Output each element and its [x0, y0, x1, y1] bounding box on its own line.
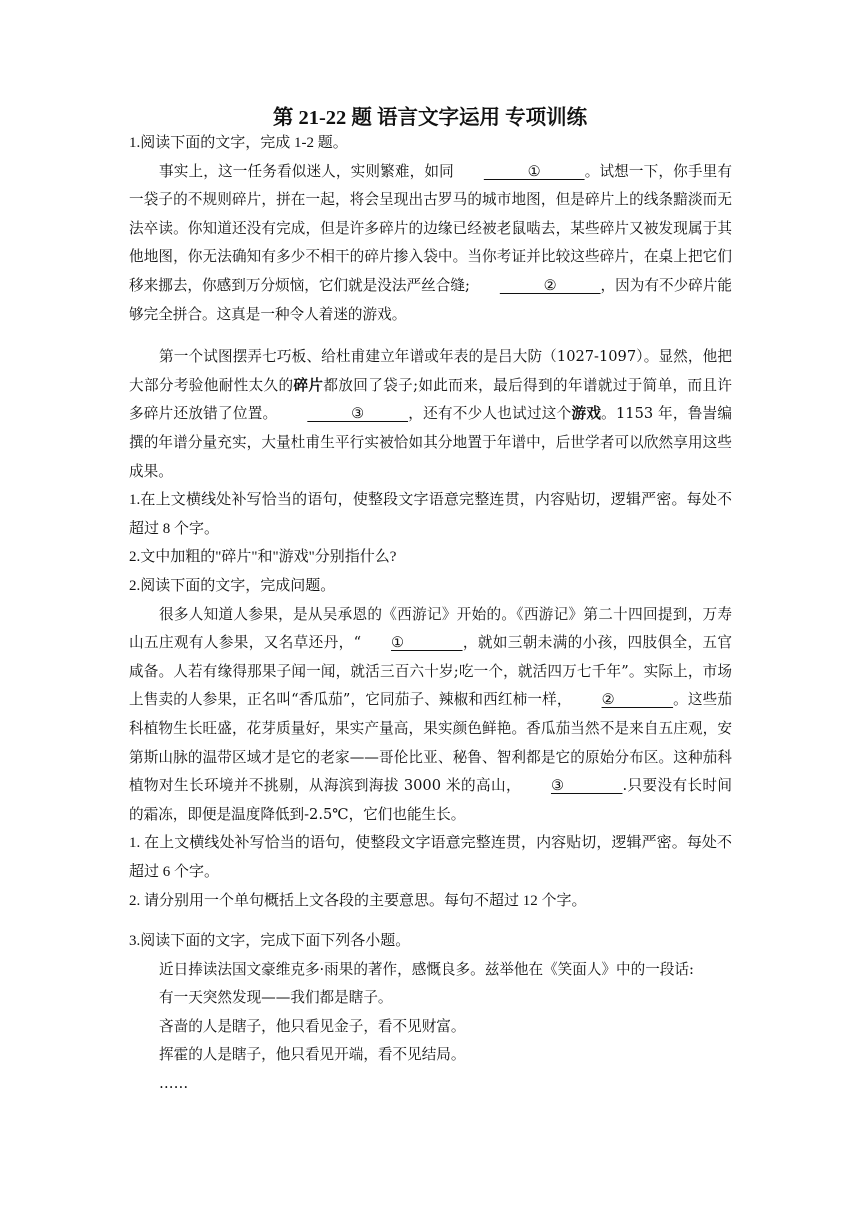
question-2-1: 1. 在上文横线处补写恰当的语句，使整段文字语意完整连贯，内容贴切，逻辑严密。每处不超过 6 个字。 [129, 835, 732, 880]
section-1-paragraph-1 [129, 158, 732, 330]
section-2-heading: 2.阅读下面的文字，完成问题。 [129, 578, 336, 594]
text-run: 。这些茄科植物生长旺盛，花芽质量好，果实产量高，果实颜色鲜艳。香瓜茄当然不是来自五庄观，安第斯山脉的温带区域才是它的老家——哥伦比亚、秘鲁、智利都是它的原始分布区。这种茄科植物对生长环境并不挑剔，从海滨到海拔 3000 米的高山， [129, 691, 732, 795]
question-1-2: 2.文中加粗的"碎片"和"游戏"分别指什么? [129, 549, 397, 566]
question-1-1: 1.在上文横线处补写恰当的语句，使整段文字语意完整连贯，内容贴切，逻辑严密。每处不超过 8 个字。 [129, 492, 732, 537]
text-run: 第一个试图摆弄七巧板、给杜甫建立年谱或年表的是吕大防（1027-1097）。显然，他把大部分考验他耐性太久的 [129, 348, 732, 394]
text-run: .只要没有长时间的霜冻，即便是温度降低到-2.5℃，它们也能生长。 [129, 777, 733, 823]
section-1-heading: 1.阅读下面的文字，完成 1-2 题。 [129, 135, 348, 151]
section-3-line-4: 挥霍的人是瞎子，他只看见开端，看不见结局。 [159, 1046, 466, 1064]
section-3-ellipsis: …… [159, 1074, 189, 1092]
blank-3: ______③______ [307, 405, 409, 423]
text-run: 都放回了袋子;如此而来，最后得到的年谱就过于简单，而且许多碎片还放错了位置。 [129, 376, 732, 423]
blank-1: ①________ [391, 634, 463, 652]
bold-term-fragments: 碎片 [293, 376, 324, 394]
bold-term-game: 游戏 [571, 405, 602, 423]
blank-2: ______②______ [499, 276, 601, 294]
question-2-2: 2. 请分别用一个单句概括上文各段的主要意思。每句不超过 12 个字。 [129, 892, 587, 909]
text-run: 事实上，这一任务看似迷人，实则繁难，如同 [159, 162, 454, 180]
section-3-heading: 3.阅读下面的文字，完成下面下列各小题。 [129, 933, 411, 949]
text-run: ，因为有不少碎片能够完全拼合。这真是一种令人着迷的游戏。 [129, 276, 732, 323]
section-2-paragraph-1 [129, 601, 732, 830]
blank-2: ②________ [601, 691, 674, 709]
text-run: ，就如三朝未满的小孩，四肢俱全，五官咸备。人若有缘得那果子闻一闻，就活三百六十岁;吃一个，就活四万七千年”。实际上，市场上售卖的人参果，正名叫“香瓜茄”，它同茄子、辣椒和西红柿一样， [129, 634, 732, 709]
text-run: 。1153 年，鲁訔编撰的年谱分量充实，大量杜甫生平行实被恰如其分地置于年谱中，后世学者可以欣然享用这些成果。 [129, 405, 732, 480]
section-3-line-2: 有一天突然发现——我们都是瞎子。 [159, 989, 393, 1007]
section-1-paragraph-2 [129, 343, 732, 486]
text-run: ，还有不少人也试过这个 [408, 405, 572, 423]
text-run: 很多人知道人参果，是从吴承恩的《西游记》开始的。《西游记》第二十四回提到，万寿山五庄观有人参果，又名草还丹，“ [129, 605, 732, 652]
section-1 [129, 129, 732, 572]
blank-1: ______①______ [483, 162, 585, 180]
section-3-line-3: 吝啬的人是瞎子，他只看见金子，看不见财富。 [159, 1017, 466, 1035]
page-title: 第 21-22 题 语言文字运用 专项训练 [272, 107, 588, 129]
text-run: 。试想一下，你手里有一袋子的不规则碎片，拼在一起，将会呈现出古罗马的城市地图，但是碎片上的线条黯淡而无法卒读。你知道还没有完成，但是许多碎片的边缘已经被老鼠啮去，某些碎片又被发现属于其他地图，你无法确知有多少不相干的碎片掺入袋中。当你考证并比较这些碎片，在桌上把它们移来挪去，你感到万分烦恼，它们就是没法严丝合缝; [129, 162, 732, 294]
blank-3: ③________ [550, 777, 623, 795]
section-2 [129, 572, 732, 915]
section-3-line-1: 近日捧读法国文豪维克多·雨果的著作，感慨良多。兹举他在《笑面人》中的一段话: [159, 960, 694, 978]
section-3 [129, 927, 732, 1099]
